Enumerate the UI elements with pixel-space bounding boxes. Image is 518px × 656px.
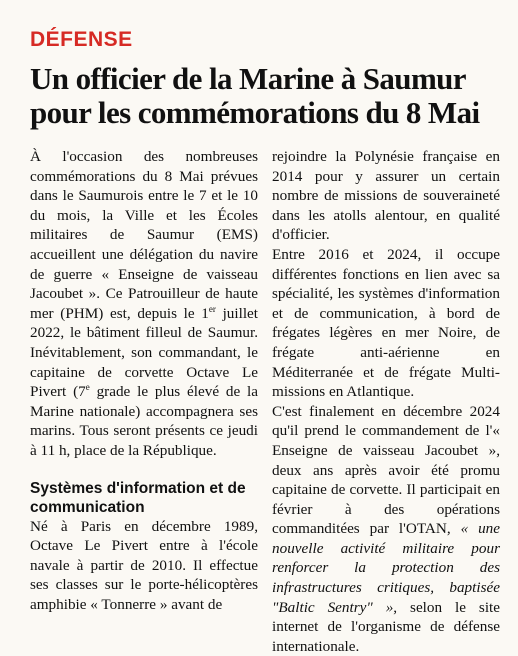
- subheading: Systèmes d'information et de communication: [30, 479, 246, 516]
- command-text-part-2: , selon le site internet de l'organisme de défense internationale.: [272, 598, 501, 655]
- intro-paragraph: [30, 147, 258, 461]
- command-paragraph: [272, 402, 500, 656]
- intro-text-part-1: À l'occasion des nombreuses commémorations du 8 Mai prévues dans le Saumurois entre le 7 et le 10 du mois, la Ville et les Écoles militaires de Saumur (EMS) accueillent une délégation du navire de guerre « Enseigne de vaisseau Jacoubet ». Ce Patrouilleur de haute mer (PHM) est, depuis le 1: [30, 148, 258, 322]
- left-column: [30, 147, 258, 614]
- article-headline: Un officier de la Marine à Saumur pour les commémorations du 8 Mai: [30, 61, 480, 130]
- polynesia-paragraph: rejoindre la Polynésie française en 2014 pour y assurer un certain nombre de missions de souveraineté dans les atolls alentour, en qualité d'officier.: [272, 148, 500, 244]
- command-text-part-1: C'est finalement en décembre 2024 qu'il prend le commandement de l'« Enseigne de vaisseau Jacoubet », deux ans après avoir été promu capitaine de corvette. Il participait en février à des opérations commanditées par l'OTAN,: [272, 402, 500, 538]
- section-label: DÉFENSE: [30, 28, 133, 51]
- nato-quote: « une nouvelle activité militaire pour renforcer la protection des infrastructures critiques, baptisée "Baltic Sentry" »: [272, 520, 500, 616]
- section-gap: [30, 461, 258, 479]
- career-paragraph: Entre 2016 et 2024, il occupe différentes fonctions en lien avec sa spécialité, les systèmes d'information et de communication, à bord de frégates légères en mer Noire, de frégate anti-aérienne en Méditerranée et de frégate Multi-missions en Atlantique.: [272, 245, 500, 401]
- right-column: [272, 147, 500, 656]
- ordinal-superscript: er: [208, 303, 216, 314]
- ordinal-superscript: e: [85, 382, 90, 393]
- intro-text-part-3: grade le plus élevé de la Marine nationale) accompagnera ses marins. Tous seront présents ce jeudi à 11 h, place de la République.: [30, 383, 258, 459]
- bio-paragraph: Né à Paris en décembre 1989, Octave Le Pivert entre à l'école navale à partir de 2010. Il effectue ses classes sur le porte-hélicoptères amphibie « Tonnerre » avant de: [30, 517, 258, 613]
- intro-text-part-2: juillet 2022, le bâtiment filleul de Saumur. Inévitablement, son commandant, le capitaine de corvette Octave Le Pivert (7: [30, 304, 258, 401]
